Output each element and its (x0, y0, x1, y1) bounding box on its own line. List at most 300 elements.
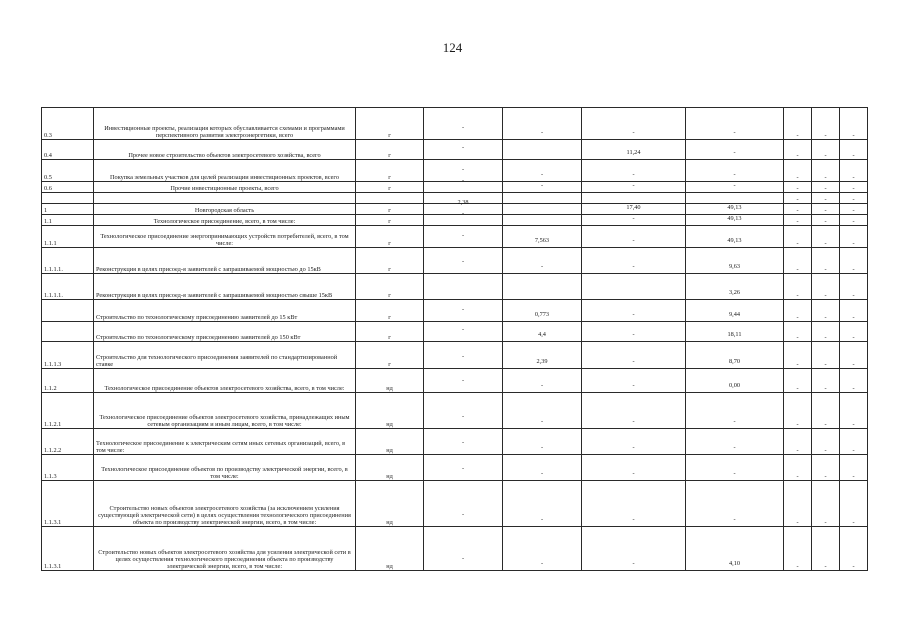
dash-cell (784, 429, 812, 455)
value-cell-text: - (632, 311, 635, 318)
row-unit-text: г (388, 152, 391, 159)
dash-cell-text: - (852, 207, 855, 214)
value-cell-text: - (632, 215, 635, 222)
row-name (94, 140, 356, 160)
dash-cell (812, 182, 840, 193)
value-cell (503, 527, 582, 571)
dash-cell-text: - (796, 185, 799, 192)
row-code (42, 342, 94, 369)
dash-cell (812, 248, 840, 274)
value-cell-text: - (461, 144, 465, 151)
dash-cell-text: - (796, 519, 799, 526)
value-cell (686, 226, 784, 248)
dash-cell-text: - (852, 240, 855, 247)
value-cell (582, 108, 686, 140)
value-cell-text: 49,13 (727, 204, 742, 211)
dash-cell (840, 481, 868, 527)
value-cell (582, 140, 686, 160)
value-cell (503, 393, 582, 429)
dash-cell-text: - (824, 385, 827, 392)
dash-cell-text: - (796, 240, 799, 247)
value-cell (503, 342, 582, 369)
value-cell (503, 108, 582, 140)
table-row (42, 527, 868, 571)
dash-cell-text: - (796, 563, 799, 570)
dash-cell-text: - (852, 314, 855, 321)
row-code (42, 274, 94, 300)
dash-cell-text: - (824, 185, 827, 192)
dash-cell (812, 429, 840, 455)
value-cell-text: - (632, 470, 635, 477)
dash-cell (840, 455, 868, 481)
row-unit-text: г (388, 292, 391, 299)
row-code (42, 369, 94, 393)
value-cell-text: - (461, 439, 465, 446)
value-cell (582, 248, 686, 274)
value-cell-text: - (733, 444, 736, 451)
value-cell (424, 481, 503, 527)
dash-cell (784, 393, 812, 429)
row-name (94, 193, 356, 204)
row-name (94, 274, 356, 300)
row-name (94, 248, 356, 274)
value-cell-text: - (461, 306, 465, 313)
value-cell (686, 108, 784, 140)
row-unit-text: нд (386, 447, 393, 454)
value-cell (686, 342, 784, 369)
row-code (42, 204, 94, 215)
dash-cell-text: - (796, 314, 799, 321)
row-name-text: Прочие инвестиционные проекты, всего (170, 185, 279, 192)
dash-cell (840, 193, 868, 204)
row-code-text: 0.3 (44, 132, 52, 139)
page-number: 124 (442, 40, 463, 55)
row-name (94, 160, 356, 182)
value-cell (503, 248, 582, 274)
table-row (42, 481, 868, 527)
value-cell (424, 300, 503, 322)
value-cell-text: - (540, 182, 544, 189)
dash-cell-text: - (796, 421, 799, 428)
value-cell-text: 17,40 (626, 204, 641, 211)
dash-cell-text: - (824, 218, 827, 225)
value-cell-text: - (540, 418, 544, 425)
table-row (42, 140, 868, 160)
value-cell (582, 226, 686, 248)
value-cell (582, 160, 686, 182)
value-cell-text: - (632, 560, 635, 567)
dash-cell-text: - (796, 207, 799, 214)
value-cell (424, 274, 503, 300)
table-row (42, 226, 868, 248)
row-name-text: Строительство по технологическому присоединению заявителей до 150 кВт (96, 334, 301, 341)
value-cell (686, 481, 784, 527)
row-unit-text: г (388, 314, 391, 321)
row-name-text: Прочее новое строительство объектов электросетевого хозяйства, всего (128, 152, 321, 159)
row-unit-text: г (388, 361, 391, 368)
value-cell (503, 160, 582, 182)
dash-cell-text: - (796, 447, 799, 454)
table-row (42, 369, 868, 393)
dash-cell (840, 322, 868, 342)
row-name-text: Инвестиционные проекты, реализация которых обуславливается схемами и программами перспективного развития электроэнергетики, всего (104, 125, 345, 139)
dash-cell (840, 248, 868, 274)
dash-cell-text: - (796, 152, 799, 159)
row-unit (356, 429, 424, 455)
row-code-text: 1.1.3.1 (44, 519, 62, 526)
dash-cell-text: - (796, 385, 799, 392)
dash-cell-text: - (824, 563, 827, 570)
row-unit (356, 527, 424, 571)
value-cell (686, 527, 784, 571)
value-cell (686, 215, 784, 226)
table-row (42, 342, 868, 369)
value-cell (686, 160, 784, 182)
row-code-text: 1.1.3 (44, 473, 57, 480)
dash-cell-text: - (796, 196, 799, 203)
row-name (94, 300, 356, 322)
row-name-text: Технологическое присоединение к электрическим сетям иных сетевых организаций, всего, в том числе: (96, 440, 346, 454)
dash-cell (812, 322, 840, 342)
value-cell (582, 369, 686, 393)
value-cell-text: - (540, 129, 544, 136)
dash-cell-text: - (852, 385, 855, 392)
value-cell (424, 177, 503, 193)
value-cell (424, 210, 503, 226)
value-cell-text: 0,00 (728, 382, 741, 389)
row-unit-text: г (388, 266, 391, 273)
dash-cell-text: - (796, 292, 799, 299)
row-unit (356, 226, 424, 248)
dash-cell (784, 204, 812, 215)
dash-cell (812, 226, 840, 248)
row-code (42, 193, 94, 204)
dash-cell-text: - (796, 218, 799, 225)
dash-cell-text: - (824, 207, 827, 214)
value-cell (424, 393, 503, 429)
value-cell-text: - (540, 560, 544, 567)
value-cell-text: - (632, 358, 635, 365)
row-name-text: Технологическое присоединение энергопринимающих устройств потребителей, всего, в том числе: (100, 233, 349, 247)
row-name (94, 226, 356, 248)
dash-cell-text: - (824, 196, 827, 203)
value-cell-text: - (632, 444, 635, 451)
dash-cell (812, 140, 840, 160)
row-unit (356, 140, 424, 160)
dash-cell-text: - (796, 473, 799, 480)
value-cell (582, 300, 686, 322)
value-cell (582, 393, 686, 429)
row-unit (356, 455, 424, 481)
table-row (42, 160, 868, 182)
value-cell (686, 429, 784, 455)
row-name (94, 481, 356, 527)
value-cell (424, 455, 503, 481)
value-cell (503, 182, 582, 193)
value-cell (424, 140, 503, 160)
value-cell-text: 0,773 (534, 311, 550, 318)
value-cell-text: - (461, 166, 465, 173)
row-code-text: 1.1.2 (44, 385, 57, 392)
row-code (42, 182, 94, 193)
investment-table (41, 107, 868, 571)
value-cell (503, 215, 582, 226)
dash-cell (812, 193, 840, 204)
dash-cell (840, 215, 868, 226)
row-code-text: 1.1.1.3 (44, 361, 62, 368)
row-unit-text: нд (386, 519, 393, 526)
dash-cell-text: - (824, 132, 827, 139)
row-code (42, 455, 94, 481)
dash-cell (812, 204, 840, 215)
value-cell-text: - (461, 258, 465, 265)
value-cell-text: - (461, 210, 465, 217)
value-cell-text: - (461, 353, 465, 360)
row-name-text: Реконструкция в целях присоед-я заявителей с запрашиваемой мощностью свыше 15кВ (96, 292, 333, 299)
row-unit (356, 481, 424, 527)
row-code-text: 0.6 (44, 185, 52, 192)
value-cell (503, 193, 582, 204)
row-code (42, 322, 94, 342)
row-code (42, 160, 94, 182)
table-row (42, 182, 868, 193)
row-name (94, 527, 356, 571)
value-cell (686, 369, 784, 393)
row-name-text: Технологическое присоединение объектов по производству электрической энергии, всего, в том числе: (101, 466, 348, 480)
value-cell-text: - (733, 418, 736, 425)
value-cell-text: - (540, 171, 544, 178)
value-cell (503, 204, 582, 215)
dash-cell-text: - (824, 292, 827, 299)
table-row (42, 455, 868, 481)
dash-cell (784, 300, 812, 322)
row-unit (356, 322, 424, 342)
dash-cell (784, 160, 812, 182)
value-cell (424, 527, 503, 571)
value-cell-text: - (632, 516, 635, 523)
dash-cell (784, 140, 812, 160)
value-cell-text: - (461, 326, 465, 333)
row-unit-text: г (388, 132, 391, 139)
value-cell (503, 369, 582, 393)
dash-cell-text: - (852, 361, 855, 368)
row-name (94, 322, 356, 342)
value-cell-text: 9,63 (728, 263, 741, 270)
dash-cell (812, 393, 840, 429)
dash-cell-text: - (796, 132, 799, 139)
row-unit-text: г (388, 185, 391, 192)
dash-cell (784, 481, 812, 527)
row-unit (356, 108, 424, 140)
row-code-text: 1.1.2.1 (44, 421, 62, 428)
value-cell-text: - (461, 232, 465, 239)
row-unit (356, 215, 424, 226)
row-name (94, 455, 356, 481)
value-cell-text: - (632, 418, 635, 425)
dash-cell-text: - (824, 361, 827, 368)
value-cell (686, 140, 784, 160)
table-row (42, 108, 868, 140)
row-name-text: Технологическое присоединение, всего, в том числе: (153, 218, 296, 225)
row-name-text: Покупка земельных участков для целей реализации инвестиционных проектов, всего (110, 174, 339, 181)
value-cell (686, 393, 784, 429)
dash-cell-text: - (824, 519, 827, 526)
row-name (94, 369, 356, 393)
row-name (94, 393, 356, 429)
dash-cell (812, 300, 840, 322)
row-name-text: Реконструкция в целях присоед-я заявителей с запрашиваемой мощностью до 15кВ (96, 266, 321, 273)
value-cell (582, 455, 686, 481)
row-code (42, 140, 94, 160)
value-cell-text: 9,44 (728, 311, 741, 318)
row-name (94, 342, 356, 369)
row-unit-text: г (388, 207, 391, 214)
value-cell (582, 182, 686, 193)
value-cell-text: - (632, 382, 635, 389)
value-cell-text: - (733, 516, 736, 523)
dash-cell (812, 215, 840, 226)
table-row (42, 300, 868, 322)
row-unit-text: нд (386, 473, 393, 480)
row-unit (356, 193, 424, 204)
value-cell-text: - (733, 182, 736, 189)
dash-cell-text: - (852, 447, 855, 454)
dash-cell (784, 342, 812, 369)
row-name-text: Строительство по технологическому присоединению заявителей до 15 кВт (96, 314, 298, 321)
value-cell (582, 204, 686, 215)
value-cell-text: - (461, 177, 465, 184)
dash-cell-text: - (824, 152, 827, 159)
value-cell (686, 300, 784, 322)
row-unit-text: нд (386, 421, 393, 428)
value-cell-text: - (733, 171, 736, 178)
table-row (42, 429, 868, 455)
value-cell (686, 204, 784, 215)
value-cell (503, 300, 582, 322)
dash-cell-text: - (852, 174, 855, 181)
value-cell-text: - (461, 511, 465, 518)
dash-cell-text: - (796, 361, 799, 368)
row-name (94, 204, 356, 215)
row-code-text: 0.5 (44, 174, 52, 181)
value-cell-text: - (733, 149, 736, 156)
row-name (94, 108, 356, 140)
dash-cell (840, 226, 868, 248)
dash-cell (840, 393, 868, 429)
table-row (42, 393, 868, 429)
value-cell-text: - (632, 129, 635, 136)
dash-cell-text: - (852, 132, 855, 139)
value-cell-text: - (632, 237, 635, 244)
dash-cell (784, 108, 812, 140)
table-row (42, 215, 868, 226)
value-cell-text: - (540, 444, 544, 451)
row-code (42, 108, 94, 140)
dash-cell-text: - (852, 519, 855, 526)
dash-cell (784, 248, 812, 274)
value-cell (424, 226, 503, 248)
row-code (42, 481, 94, 527)
dash-cell (840, 160, 868, 182)
row-name-text: Новгородская область (194, 207, 255, 214)
row-code-text: 1.1 (44, 218, 52, 225)
row-unit (356, 204, 424, 215)
row-name (94, 429, 356, 455)
dash-cell-text: - (852, 334, 855, 341)
value-cell (424, 369, 503, 393)
dash-cell (812, 342, 840, 369)
row-name-text: Строительство новых объектов электросетевого хозяйства (за исключением усиления существующей электрической сети) в целях осуществления технологического присоединения объекта по производству электрической энергии, всего, в том числе: (98, 505, 351, 526)
value-cell-text: - (461, 555, 465, 562)
row-code (42, 393, 94, 429)
dash-cell (840, 527, 868, 571)
value-cell (686, 455, 784, 481)
row-unit (356, 248, 424, 274)
table-row (42, 193, 868, 204)
row-unit (356, 342, 424, 369)
value-cell (582, 429, 686, 455)
dash-cell (784, 182, 812, 193)
value-cell-text: 49,13 (727, 237, 742, 244)
dash-cell (840, 274, 868, 300)
dash-cell-text: - (796, 174, 799, 181)
dash-cell (784, 369, 812, 393)
value-cell-text: - (540, 470, 544, 477)
value-cell (424, 248, 503, 274)
row-name-text: Строительство новых объектов электросетевого хозяйства для усиления электрической сети в целях осуществления технологического присоединения объекта по производству электрической энергии, всего, в том числе: (98, 549, 351, 570)
table-row (42, 204, 868, 215)
row-name (94, 215, 356, 226)
value-cell (503, 140, 582, 160)
row-code (42, 429, 94, 455)
value-cell-text: - (733, 470, 736, 477)
table-row (42, 322, 868, 342)
dash-cell-text: - (824, 240, 827, 247)
dash-cell-text: - (852, 292, 855, 299)
row-name-text: Технологическое присоединение объектов электросетевого хозяйства, всего, в том числе: (104, 385, 345, 392)
dash-cell-text: - (852, 152, 855, 159)
dash-cell (784, 226, 812, 248)
value-cell-text: 18,11 (727, 331, 742, 338)
value-cell (503, 322, 582, 342)
dash-cell-text: - (852, 473, 855, 480)
value-cell (582, 342, 686, 369)
row-code (42, 215, 94, 226)
dash-cell (812, 369, 840, 393)
dash-cell (812, 160, 840, 182)
value-cell (686, 193, 784, 204)
dash-cell-text: - (824, 174, 827, 181)
value-cell-text: - (461, 124, 465, 131)
value-cell (424, 108, 503, 140)
value-cell (582, 527, 686, 571)
dash-cell (812, 481, 840, 527)
row-code (42, 527, 94, 571)
dash-cell-text: - (852, 218, 855, 225)
dash-cell (840, 369, 868, 393)
row-code-text: 1.1.3.1 (44, 563, 62, 570)
dash-cell-text: - (824, 266, 827, 273)
table-row (42, 248, 868, 274)
row-unit (356, 300, 424, 322)
value-cell-text: 4,10 (728, 560, 741, 567)
row-code-text: 1.1.1.1. (44, 292, 63, 299)
value-cell (582, 322, 686, 342)
value-cell-text: - (461, 377, 465, 384)
dash-cell (840, 300, 868, 322)
table-body (42, 108, 868, 571)
row-code-text: 1 (44, 207, 48, 214)
